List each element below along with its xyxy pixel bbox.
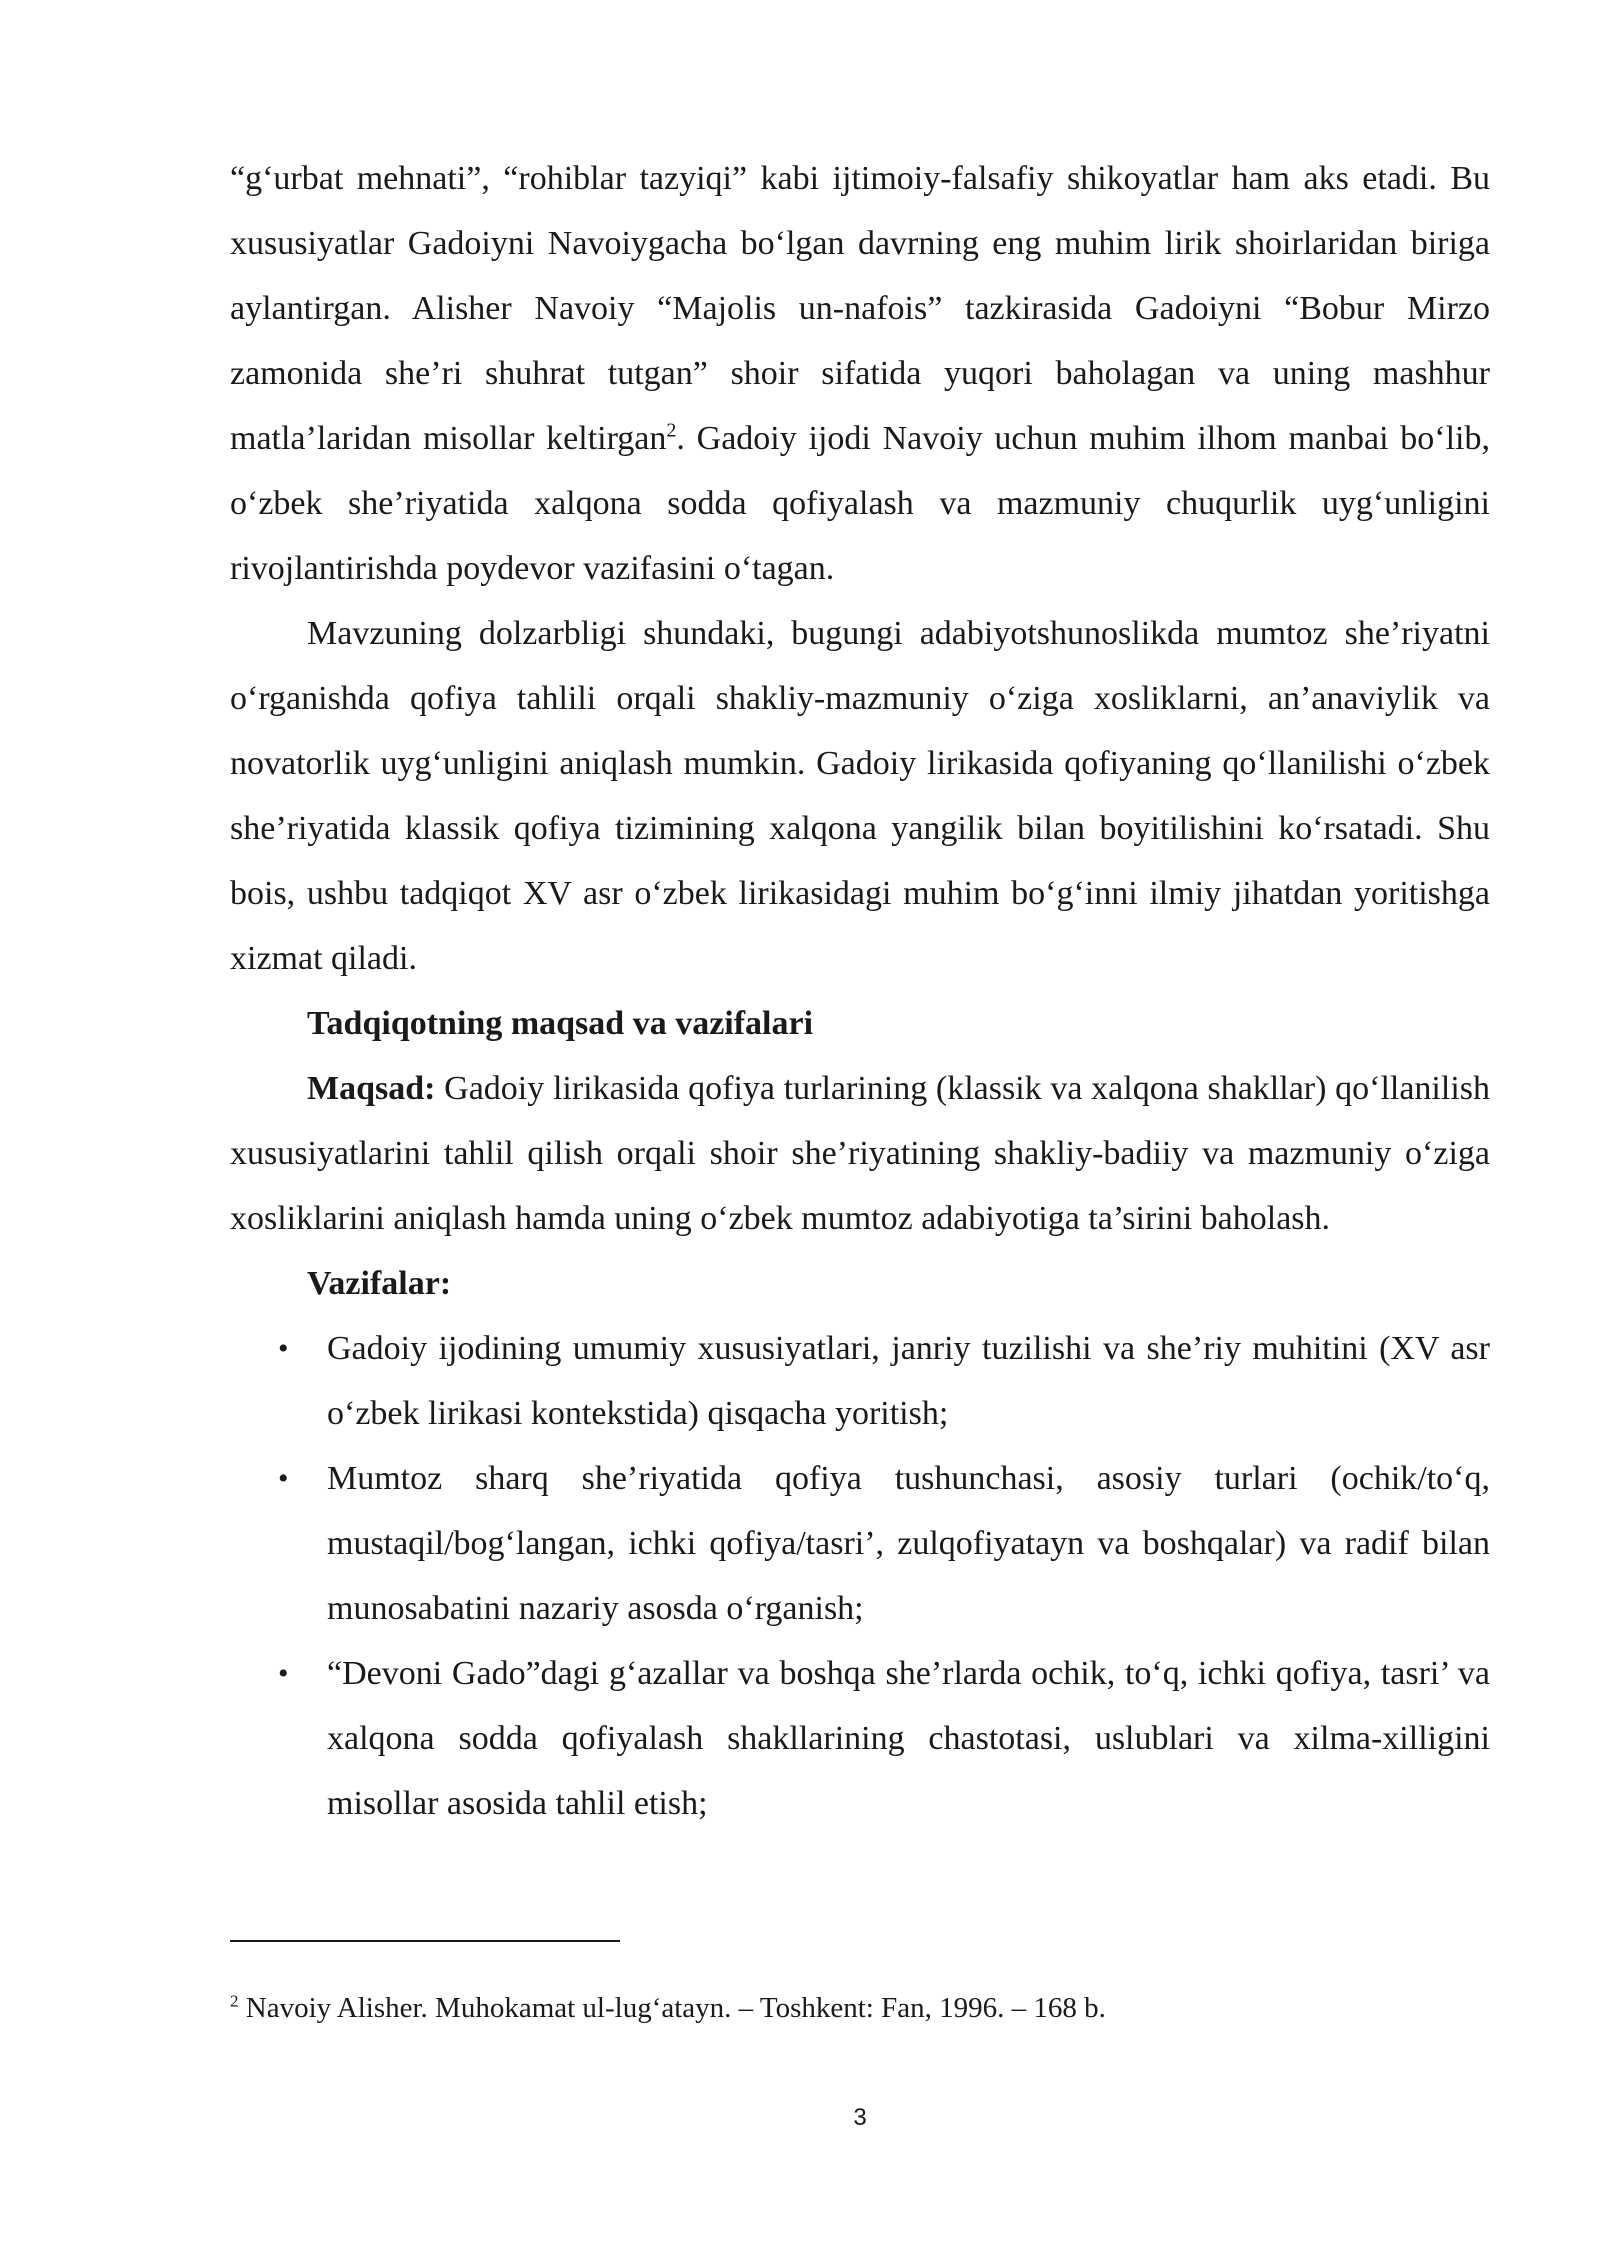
task-text: “Devoni Gado”dagi g‘azallar va boshqa she’rlarda ochik, to‘q, ichki qofiya, tasri’ va xalqona sodda qofiyalash shakllarining chastotasi, uslublari va xilma-xilligini misollar asosida tahlil etish; xyxy=(327,1655,1490,1822)
goal-text: Gadoiy lirikasida qofiya turlarining (klassik va xalqona shakllar) qo‘llanilish xususiyatlarini tahlil qilish orqali shoir she’riyatining shakliy-badiiy va mazmuniy o‘ziga xosliklarini aniqlash hamda uning o‘zbek mumtoz adabiyotiga ta’sirini baholash. xyxy=(230,1070,1490,1237)
bullet-icon: • xyxy=(278,1332,289,1365)
paragraph-1 xyxy=(230,146,1490,601)
footnote-text: Navoiy Alisher. Muhokamat ul-lug‘atayn. – Toshkent: Fan, 1996. – 168 b. xyxy=(238,1992,1106,2024)
paragraph-2: Mavzuning dolzarbligi shundaki, bugungi adabiyotshunoslikda mumtoz she’riyatni o‘rganishda qofiya tahlili orqali shakliy-mazmuniy o‘ziga xosliklarni, an’anaviylik va novatorlik uyg‘unligini aniqlash mumkin. Gadoiy lirikasida qofiyaning qo‘llanilishi o‘zbek she’riyatida klassik qofiya tizimining xalqona yangilik bilan boyitilishini ko‘rsatadi. Shu bois, ushbu tadqiqot XV asr o‘zbek lirikasidagi muhim bo‘g‘inni ilmiy jihatdan yoritishga xizmat qiladi. xyxy=(230,615,1490,977)
bullet-icon: • xyxy=(278,1462,289,1495)
list-item xyxy=(230,1641,1490,1836)
section-heading: Tadqiqotning maqsad va vazifalari xyxy=(307,1005,814,1042)
task-text: Mumtoz sharq she’riyatida qofiya tushunchasi, asosiy turlari (ochik/to‘q, mustaqil/bog‘langan, ichki qofiya/tasri’, zulqofiyatayn va boshqalar) va radif bilan munosabatini nazariy asosda o‘rganish; xyxy=(327,1460,1490,1627)
tasks-label: Vazifalar: xyxy=(307,1265,452,1302)
paragraph-1-text: “g‘urbat mehnati”, “rohiblar tazyiqi” kabi ijtimoiy-falsafiy shikoyatlar ham aks etadi. Bu xususiyatlar Gadoiyni Navoiygacha bo‘lgan davrning eng muhim lirik shoirlaridan biriga aylantirgan. Alisher Navoiy “Majolis un-nafois” tazkirasida Gadoiyni “Bobur Mirzo zamonida she’ri shuhrat tutgan” shoir sifatida yuqori baholagan va uning mashhur matla’laridan misollar keltirgan xyxy=(230,160,1490,457)
list-item xyxy=(230,1446,1490,1641)
paragraph-1-text-continued: . Gadoiy ijodi Navoiy uchun muhim ilhom manbai bo‘lib, o‘zbek she’riyatida xalqona sodda qofiyalash va mazmuniy chuqurlik uyg‘unligini rivojlantirishda poydevor vazifasini o‘tagan. xyxy=(230,420,1490,587)
tasks-list xyxy=(230,1316,1490,1836)
body-text xyxy=(230,146,1490,1836)
goal-label: Maqsad: xyxy=(307,1070,436,1107)
page-number: 3 xyxy=(853,2104,867,2131)
goal-paragraph xyxy=(230,1056,1490,1251)
list-item xyxy=(230,1316,1490,1446)
footnote-marker: 2 xyxy=(230,1991,239,2011)
task-text: Gadoiy ijodining umumiy xususiyatlari, janriy tuzilishi va she’riy muhitini (XV asr o‘zbek lirikasi kontekstida) qisqacha yoritish; xyxy=(327,1330,1490,1432)
footnote xyxy=(230,1988,1490,2028)
footnote-reference[interactable]: 2 xyxy=(666,419,677,442)
footnote-separator xyxy=(230,1940,620,1942)
bullet-icon: • xyxy=(278,1657,289,1690)
